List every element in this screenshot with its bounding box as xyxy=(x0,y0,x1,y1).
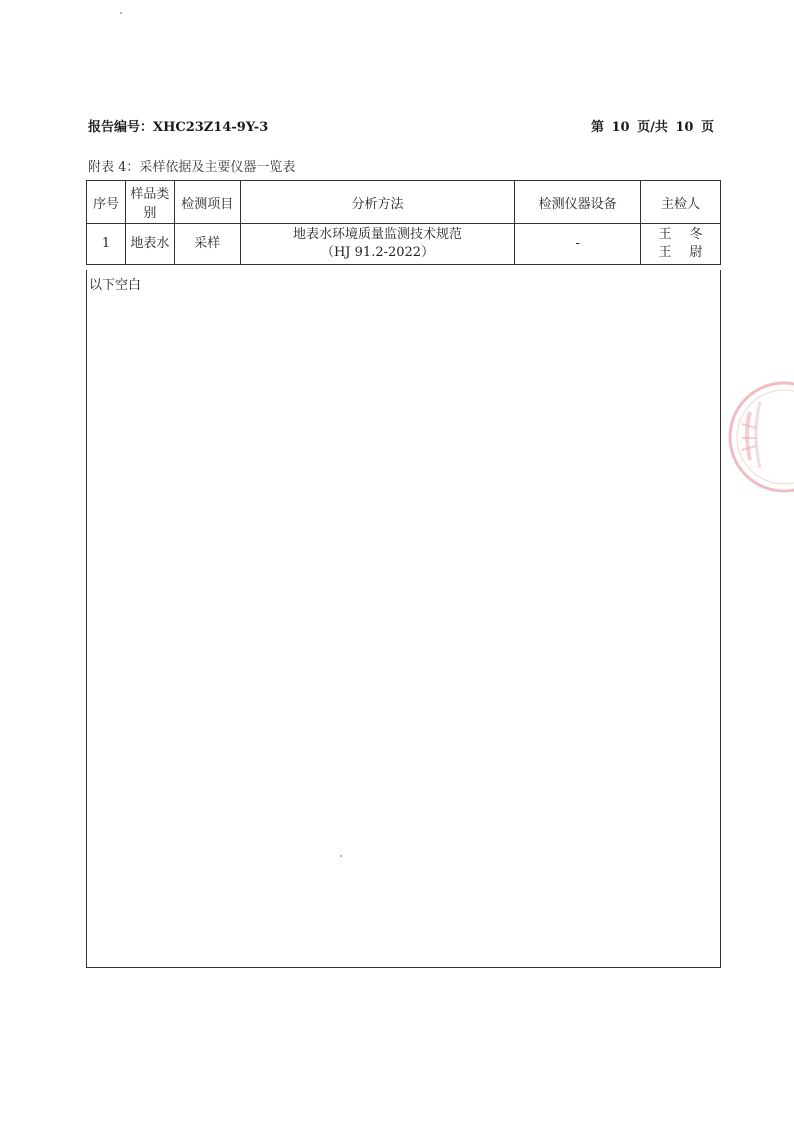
cell-instrument: - xyxy=(515,224,641,265)
col-header-inspector: 主检人 xyxy=(641,181,721,224)
scan-speck xyxy=(120,12,122,14)
table-caption: 附表 4：采样依据及主要仪器一览表 xyxy=(88,160,296,175)
col-header-item: 检测项目 xyxy=(174,181,240,224)
cell-inspector xyxy=(641,224,721,265)
sampling-table xyxy=(86,180,721,265)
inspector-1: 王 冬 xyxy=(658,227,703,242)
blank-note: 以下空白 xyxy=(89,278,142,293)
col-header-no: 序号 xyxy=(87,181,126,224)
cell-no: 1 xyxy=(87,224,126,265)
col-header-instrument: 检测仪器设备 xyxy=(515,181,641,224)
blank-area xyxy=(86,270,721,968)
page-indicator: 第 10 页/共 10 页 xyxy=(590,120,714,135)
table-header-row xyxy=(87,181,721,224)
method-standard: （HJ 91.2-2022） xyxy=(320,245,435,260)
seal-stamp xyxy=(722,372,794,502)
col-header-method: 分析方法 xyxy=(240,181,515,224)
method-name: 地表水环境质量监测技术规范 xyxy=(293,227,463,242)
report-header xyxy=(88,116,714,136)
col-header-category: 样品类别 xyxy=(125,181,174,224)
cell-method xyxy=(240,224,515,265)
report-number: 报告编号：XHC23Z14-9Y-3 xyxy=(88,120,269,135)
scan-speck xyxy=(340,855,342,857)
inspector-2: 王 尉 xyxy=(658,245,703,260)
cell-category: 地表水 xyxy=(125,224,174,265)
table-row xyxy=(87,224,721,265)
cell-item: 采样 xyxy=(174,224,240,265)
